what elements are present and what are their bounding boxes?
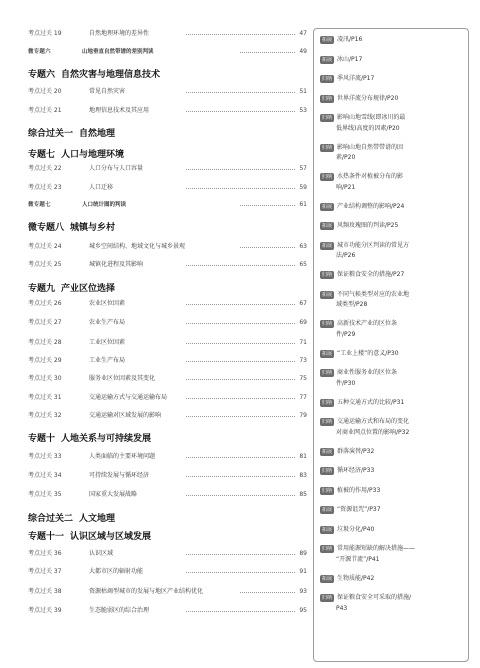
note-text-continued: 低界线)高度的因素/P20 [336, 124, 400, 132]
dot-leader [186, 457, 295, 458]
note-text: 五种交通方式的比较/P31 [337, 398, 405, 406]
toc-entry[interactable] [14, 295, 307, 313]
dot-leader [186, 379, 295, 380]
entry-label: 考点过关 20 [28, 88, 62, 95]
note-text-continued: 响/P21 [336, 183, 356, 191]
entry-page-number: 91 [299, 568, 307, 575]
note-item[interactable] [320, 447, 464, 458]
dot-leader [186, 495, 295, 496]
entry-page-number: 65 [299, 261, 307, 268]
dot-leader [186, 476, 295, 477]
note-item[interactable] [320, 143, 464, 164]
note-text-continued: 对商业网点位置的影响/P32 [336, 428, 410, 436]
note-item[interactable] [320, 486, 464, 497]
dot-leader [186, 34, 295, 35]
toc-entry[interactable] [14, 467, 307, 485]
note-text: 凌汛/P16 [337, 36, 363, 43]
toc-entry[interactable] [14, 602, 307, 620]
entry-title: 地理信息技术及其应用 [89, 107, 150, 114]
note-text: 产业结构调整的影响/P24 [337, 202, 405, 210]
note-tag-badge: 拓展 [322, 291, 333, 298]
dot-leader [186, 416, 295, 417]
entry-title: 工业区位因素 [89, 339, 126, 346]
note-tag-badge: 归纳 [322, 321, 333, 327]
note-item[interactable] [320, 525, 464, 536]
entry-page-number: 81 [299, 453, 307, 460]
section-heading [28, 282, 115, 296]
entry-label: 考点过关 25 [28, 261, 62, 268]
dot-leader [240, 205, 295, 206]
note-text: 植被的作用/P33 [337, 486, 381, 494]
toc-entry[interactable] [14, 102, 307, 120]
micro-topic-entry[interactable] [14, 43, 307, 61]
entry-label: 考点过关 38 [28, 588, 62, 595]
entry-title: 人类面临的主要环境问题 [89, 453, 156, 460]
section-title: 自然地理 [79, 129, 116, 139]
entry-title: 人口迁移 [89, 184, 114, 191]
entry-label: 考点过关 19 [28, 30, 62, 37]
entry-page-number: 49 [299, 48, 307, 55]
section-heading [28, 221, 115, 235]
toc-entry[interactable] [14, 256, 307, 274]
note-text: 生物质能/P42 [337, 574, 375, 582]
section-heading [28, 512, 115, 526]
dot-leader [186, 361, 295, 362]
note-tag-badge: 拓展 [322, 203, 333, 210]
entry-title: 农业生产布局 [89, 319, 126, 326]
dot-leader [240, 592, 295, 593]
entry-title: 国家重大发展战略 [89, 491, 138, 498]
toc-entry[interactable] [14, 314, 307, 332]
note-text-continued: “开源节流”/P41 [336, 555, 380, 563]
note-tag-badge: 归纳 [322, 419, 333, 425]
entry-page-number: 83 [299, 472, 307, 479]
entry-page-number: 93 [299, 588, 307, 595]
note-text: 商业性服务业的区位条 [337, 369, 398, 376]
note-text-continued: 件/P29 [336, 330, 356, 338]
entry-page-number: 57 [299, 165, 307, 172]
note-text-continued: P43 [336, 604, 348, 612]
note-text: 水热条件对植被分布的影 [337, 173, 404, 180]
entry-title: 生态脆弱区的综合治理 [89, 607, 150, 614]
section-title: 人口与地理环境 [61, 150, 125, 160]
toc-entry[interactable] [14, 25, 307, 43]
note-tag-badge: 拓展 [322, 575, 333, 582]
note-tag-badge: 归纳 [322, 595, 333, 601]
note-text: 风频玫瑰图的判读/P25 [337, 222, 399, 229]
toc-entry[interactable] [14, 352, 307, 370]
entry-title: 交通运输对区域发展的影响 [89, 412, 162, 419]
entry-label: 微专题七 [28, 202, 51, 208]
entry-page-number: 63 [299, 243, 307, 250]
micro-topic-entry[interactable] [14, 196, 307, 214]
note-text: 保证粮食安全可采取的措施/ [337, 594, 412, 601]
entry-page-number: 75 [299, 375, 307, 382]
note-tag-badge: 归纳 [322, 487, 333, 494]
note-item[interactable] [320, 417, 464, 438]
section-title: 城镇与乡村 [70, 223, 116, 233]
toc-entry[interactable] [14, 563, 307, 581]
note-tag-badge: 拓展 [322, 223, 333, 229]
entry-label: 考点过关 22 [28, 165, 62, 172]
note-text: “工业上楼”的意义/P30 [337, 349, 399, 357]
dot-leader [186, 188, 295, 189]
entry-page-number: 95 [299, 607, 307, 614]
dot-leader [186, 111, 295, 112]
section-number: 专题十 [28, 434, 56, 444]
note-text: 影响山地雪线(即冰川的最 [337, 114, 406, 121]
dot-leader [186, 323, 295, 324]
note-tag-badge: 拓展 [322, 242, 333, 249]
entry-label: 考点过关 21 [28, 107, 62, 114]
toc-entry[interactable] [14, 160, 307, 178]
note-item[interactable] [320, 505, 464, 516]
entry-page-number: 71 [299, 339, 307, 346]
section-heading [28, 127, 115, 141]
dot-leader [240, 247, 295, 248]
dot-leader [240, 52, 295, 53]
note-text: “资源诅咒”/P37 [337, 506, 381, 513]
note-item[interactable] [320, 290, 464, 311]
entry-title: 交通运输方式与交通运输布局 [89, 394, 168, 401]
entry-page-number: 89 [299, 550, 307, 557]
section-title: 自然灾害与地理信息技术 [61, 70, 161, 80]
note-text: 循环经济/P33 [337, 467, 375, 474]
note-item[interactable] [320, 94, 464, 105]
note-tag-badge: 归纳 [322, 95, 333, 102]
toc-entry[interactable] [14, 389, 307, 407]
entry-title: 可持续发展与循环经济 [89, 472, 150, 479]
entry-label: 考点过关 39 [28, 607, 62, 614]
toc-entry[interactable] [14, 370, 307, 388]
toc-entry[interactable] [14, 583, 307, 601]
entry-page-number: 67 [299, 300, 307, 307]
note-text: 冰山/P17 [337, 55, 363, 63]
entry-label: 考点过关 27 [28, 319, 62, 326]
entry-label: 考点过关 23 [28, 184, 62, 191]
dot-leader [186, 343, 295, 344]
section-number: 微专题八 [28, 223, 65, 233]
entry-title: 农业区位因素 [89, 300, 126, 307]
note-item[interactable] [320, 270, 464, 281]
dot-leader [186, 572, 295, 573]
note-item[interactable] [320, 368, 464, 389]
note-text-continued: 素/P20 [336, 154, 356, 161]
entry-label: 考点过关 35 [28, 491, 62, 498]
note-item[interactable] [320, 593, 464, 614]
note-item[interactable] [320, 466, 464, 477]
note-tag-badge: 拓展 [322, 448, 333, 455]
dot-leader [186, 398, 295, 399]
entry-title: 城乡空间结构、地域文化与城乡景观 [89, 243, 186, 250]
note-tag-badge: 归纳 [322, 370, 333, 376]
entry-label: 考点过关 24 [28, 243, 62, 250]
entry-label: 考点过关 31 [28, 394, 62, 401]
note-tag-badge: 拓展 [322, 56, 333, 63]
entry-page-number: 51 [299, 88, 307, 95]
toc-entry[interactable] [14, 83, 307, 101]
toc-entry[interactable] [14, 545, 307, 563]
entry-title: 服务业区位因素及其变化 [89, 375, 156, 382]
entry-label: 考点过关 32 [28, 412, 62, 419]
section-number: 综合过关二 [28, 514, 74, 524]
entry-label: 考点过关 29 [28, 357, 62, 364]
entry-title: 资源枯竭型城市的发展与地区产业结构优化 [89, 588, 204, 595]
note-item[interactable] [320, 349, 464, 360]
note-item[interactable] [320, 35, 464, 46]
section-number: 专题十一 [28, 532, 65, 542]
entry-label: 考点过关 28 [28, 339, 62, 346]
note-item[interactable] [320, 241, 464, 262]
toc-entry[interactable] [14, 238, 307, 256]
toc-entry[interactable] [14, 179, 307, 197]
section-heading [28, 432, 151, 446]
section-number: 综合过关一 [28, 129, 74, 139]
extension-notes-box [313, 28, 469, 662]
section-heading [28, 68, 160, 82]
toc-entry[interactable] [14, 448, 307, 466]
note-text: 垃圾分化/P40 [337, 525, 375, 533]
entry-title: 常见自然灾害 [89, 88, 126, 95]
entry-page-number: 79 [299, 412, 307, 419]
entry-title: 自然地理环境的差异性 [89, 30, 150, 37]
entry-page-number: 69 [299, 319, 307, 326]
note-text: 城市功能分区判读的常见方 [337, 241, 410, 249]
note-item[interactable] [320, 55, 464, 66]
note-text-continued: 件/P30 [336, 379, 356, 387]
entry-page-number: 59 [299, 184, 307, 191]
note-text: 保证粮食安全的措施/P27 [337, 271, 405, 278]
note-item[interactable] [320, 202, 464, 213]
entry-label: 考点过关 26 [28, 300, 62, 307]
note-tag-badge: 拓展 [322, 37, 333, 43]
entry-label: 考点过关 36 [28, 550, 62, 557]
section-title: 人地关系与可持续发展 [61, 434, 152, 444]
note-tag-badge: 归纳 [322, 144, 333, 151]
entry-title: 认识区域 [89, 550, 114, 557]
entry-page-number: 77 [299, 394, 307, 401]
toc-entry[interactable] [14, 334, 307, 352]
dot-leader [186, 169, 295, 170]
note-text: 常用能源短缺的解决措施—— [337, 545, 416, 552]
note-text: 季风洋流/P17 [337, 75, 375, 82]
note-text-continued: 法/P26 [336, 252, 356, 259]
entry-label: 考点过关 30 [28, 375, 62, 382]
dot-leader [186, 304, 295, 305]
note-text: 群落演替/P32 [337, 447, 375, 455]
note-text-continued: 域类型/P28 [336, 301, 368, 308]
note-item[interactable] [320, 221, 464, 232]
note-item[interactable] [320, 398, 464, 409]
entry-page-number: 85 [299, 491, 307, 498]
note-tag-badge: 拓展 [322, 350, 333, 357]
note-tag-badge: 拓展 [322, 526, 333, 533]
note-text: 高新技术产业的区位条 [337, 320, 398, 327]
note-tag-badge: 归纳 [322, 546, 333, 552]
note-tag-badge: 拓展 [322, 507, 333, 513]
dot-leader [186, 92, 295, 93]
entry-page-number: 53 [299, 107, 307, 114]
section-number: 专题六 [28, 70, 56, 80]
section-title: 人文地理 [79, 514, 116, 524]
entry-title: 山地垂直自然带谱的差别判读 [82, 49, 154, 55]
note-item[interactable] [320, 113, 464, 134]
section-title: 认识区域与区域发展 [70, 532, 152, 542]
note-tag-badge: 归纳 [322, 399, 333, 406]
note-tag-badge: 归纳 [322, 174, 333, 180]
note-tag-badge: 归纳 [322, 468, 333, 474]
entry-label: 考点过关 34 [28, 472, 62, 479]
entry-title: 工业生产布局 [89, 357, 126, 364]
entry-page-number: 47 [299, 30, 307, 37]
section-heading [28, 530, 151, 544]
note-text: 世界洋流分布规律/P20 [337, 94, 399, 102]
dot-leader [186, 611, 295, 612]
entry-label: 微专题六 [28, 49, 51, 55]
entry-page-number: 61 [299, 201, 307, 208]
note-text: 交通运输方式和布局的变化 [337, 418, 410, 425]
entry-label: 考点过关 37 [28, 568, 62, 575]
entry-title: 大都市区的辐射功能 [89, 568, 144, 575]
toc-entry[interactable] [14, 486, 307, 504]
entry-label: 考点过关 33 [28, 453, 62, 460]
dot-leader [186, 554, 295, 555]
note-item[interactable] [320, 74, 464, 85]
section-number: 专题七 [28, 150, 56, 160]
note-item[interactable] [320, 544, 464, 565]
entry-title: 人口分布与人口容量 [89, 165, 144, 172]
note-tag-badge: 归纳 [322, 115, 333, 121]
entry-page-number: 73 [299, 357, 307, 364]
note-tag-badge: 归纳 [322, 76, 333, 82]
note-tag-badge: 归纳 [322, 272, 333, 278]
toc-entry[interactable] [14, 407, 307, 425]
section-title: 产业区位选择 [61, 284, 116, 294]
note-item[interactable] [320, 319, 464, 340]
note-text: 不同气候类型对应的农业地 [337, 290, 410, 298]
note-text: 影响山地自然带带谱的因 [337, 143, 404, 151]
entry-title: 城镇化进程及其影响 [89, 261, 144, 268]
dot-leader [186, 265, 295, 266]
entry-title: 人口统计图的判读 [82, 202, 127, 208]
note-item[interactable] [320, 574, 464, 585]
table-of-contents [14, 0, 307, 668]
note-item[interactable] [320, 172, 464, 193]
section-number: 专题九 [28, 284, 56, 294]
